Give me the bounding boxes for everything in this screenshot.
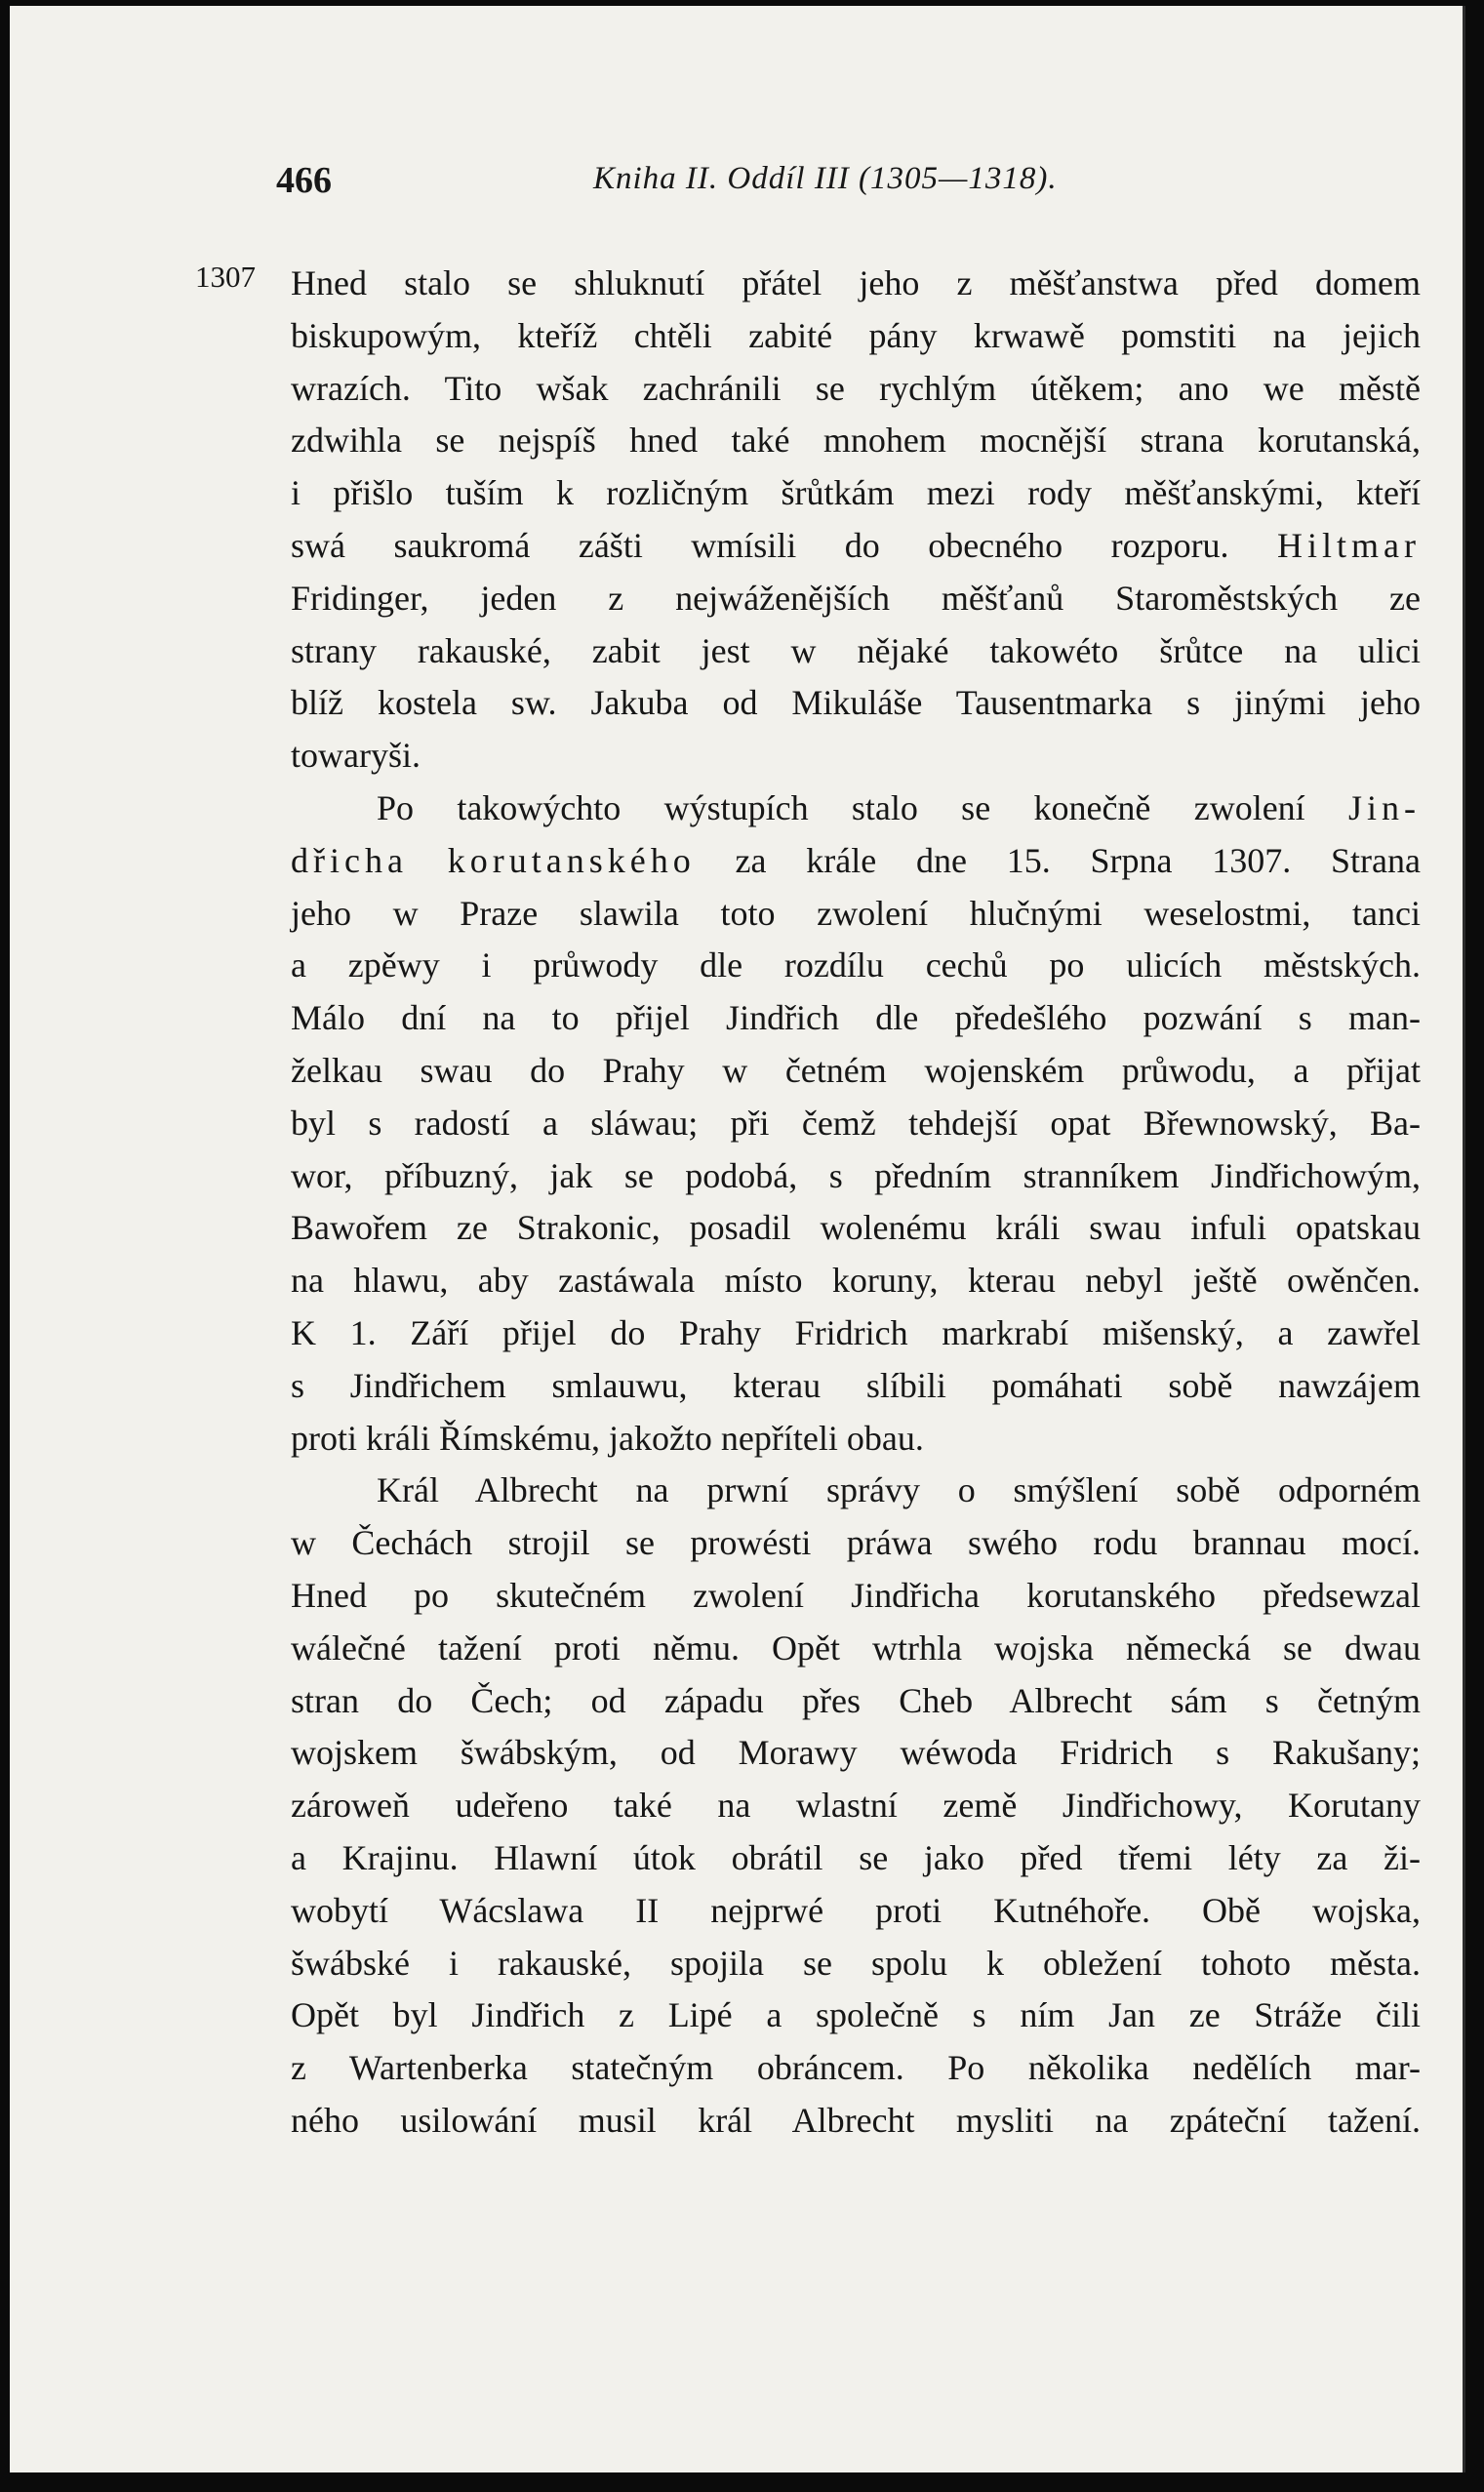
text-line: K 1. Září přijel do Prahy Fridrich markrabí mišenský, a zawřel [291,1312,1421,1352]
text-line: zdwihla se nejspíš hned také mnohem mocnější strana korutanská, [291,421,1421,461]
text-line: Fridinger, jeden z nejwáženějších měšťanů Staroměstských ze [291,578,1421,618]
text-line: Hned stalo se shluknutí přátel jeho z měšťanstwa před domem [291,263,1421,302]
text-line: na hlawu, aby zastáwala místo koruny, kterau nebyl ještě owěnčen. [291,1261,1421,1301]
book-page [10,6,1465,2472]
text-line: byl s radostí a sláwau; při čemž tehdejší opat Břewnowský, Ba- [291,1103,1421,1143]
text-line [291,520,1421,573]
text-line: wobytí Wácslawa II nejprwé proti Kutnéhoře. Obě wojska, [291,1890,1421,1930]
body-text [291,258,1421,2148]
text-line: wor, příbuzný, jak se podobá, s předním stranníkem Jindřichowým, [291,1155,1421,1195]
text-line: wojskem šwábským, od Morawy wéwoda Fridrich s Rakušany; [291,1733,1421,1773]
text-line: ného usilowání musil král Albrecht mysliti na zpáteční tažení. [291,2100,1421,2140]
text-line: jeho w Praze slawila toto zwolení hlučnými weselostmi, tanci [291,893,1421,933]
text-fragment: swá saukromá zášti wmísili do obecného rozporu. [291,525,1229,565]
person-name: řicha [313,840,408,880]
text-line: w Čechách strojil se prowésti práwa swého rodu brannau mocí. [291,1523,1421,1563]
text-line: Hned po skutečném zwolení Jindřicha korutanského předsewzal [291,1575,1421,1615]
text-line: z Wartenberka statečným obráncem. Po několika nedělích mar- [291,2048,1421,2088]
text-line: želkau swau do Prahy w četném wojenském průwodu, a přijat [291,1050,1421,1090]
person-name: d [291,840,313,880]
text-line: strany rakauské, zabit jest w nějaké takowéto šrůtce na ulici [291,630,1421,670]
text-line: Bawořem ze Strakonic, posadil wolenému králi swau infuli opatskau [291,1208,1421,1248]
text-line: Málo dní na to přijel Jindřich dle předešlého pozwání s man- [291,998,1421,1038]
text-line: wálečné tažení proti němu. Opět wtrhla wojska německá se dwau [291,1628,1421,1668]
person-name: Jin- [1348,787,1421,827]
person-name: Hiltmar [1277,525,1422,565]
text-line: wrazích. Tito wšak zachránili se rychlým útěkem; ano we městě [291,368,1421,408]
text-line: proti králi Římskému, jakožto nepříteli obau. [291,1418,924,1458]
text-line: šwábské i rakauské, spojila se spolu k obležení tohoto města. [291,1943,1421,1983]
text-line: stran do Čech; od západu přes Cheb Albrecht sám s četným [291,1680,1421,1720]
text-line [291,835,1421,888]
margin-year: 1307 [195,260,256,294]
text-line: Opět byl Jindřich z Lipé a společně s ním Jan ze Stráže čili [291,1995,1421,2035]
text-line: s Jindřichem smlauwu, kterau slíbili pomáhati sobě nawzájem [291,1365,1421,1405]
text-line: a Krajinu. Hlawní útok obrátil se jako před třemi léty za ži- [291,1837,1421,1877]
text-line: towaryši. [291,736,421,776]
text-fragment: za krále dne 15. Srpna 1307. Strana [735,840,1421,880]
text-line: zároweň udeřeno také na wlastní země Jindřichowy, Korutany [291,1786,1421,1826]
page-number: 466 [276,160,332,201]
text-line: a zpěwy i průwody dle rozdílu cechů po ulicích městských. [291,945,1421,985]
text-line: biskupowým, kteříž chtěli zabité pány krwawě pomstiti na jejich [291,315,1421,355]
text-fragment: Po takowýchto wýstupích stalo se konečně zwolení [377,787,1305,827]
text-line: blíž kostela sw. Jakuba od Mikuláše Tausentmarka s jinými jeho [291,683,1421,723]
running-title: Kniha II. Oddíl III (1305—1318). [593,161,1058,196]
text-line: i přišlo tuším k rozličným šrůtkám mezi rody měšťanskými, kteří [291,473,1421,513]
text-line: Král Albrecht na prwní správy o smýšlení sobě odporném [377,1470,1421,1510]
person-name: korutanského [447,840,696,880]
text-line [291,783,1421,835]
